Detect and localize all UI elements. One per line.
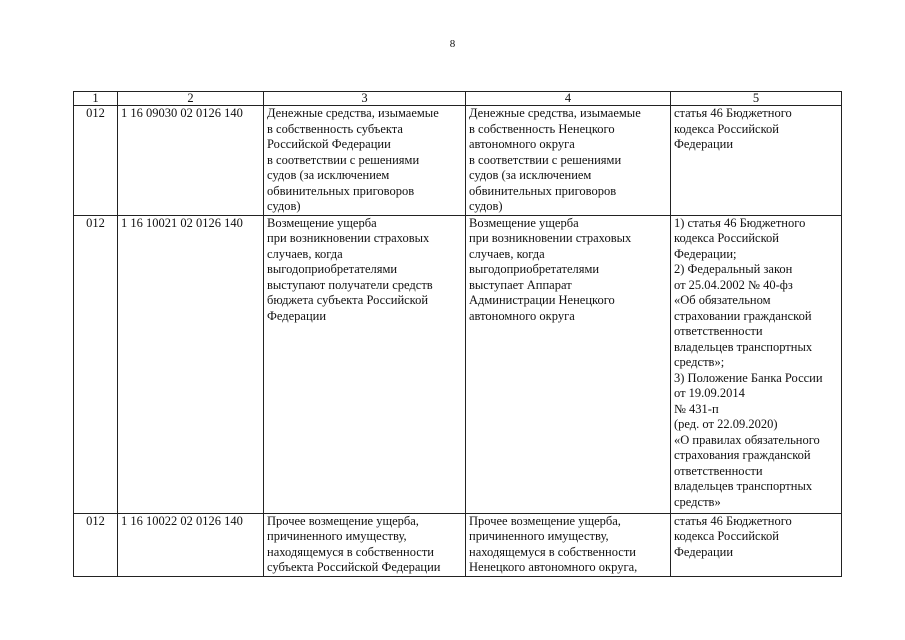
table-row bbox=[74, 215, 842, 513]
budget-revenue-table bbox=[73, 91, 842, 577]
kbk-code-cell: 1 16 10022 02 0126 140 bbox=[118, 513, 264, 576]
page-number: 8 bbox=[449, 38, 456, 50]
admin-code-cell: 012 bbox=[74, 106, 118, 216]
column-header: 3 bbox=[264, 92, 466, 106]
table-header-row bbox=[74, 92, 842, 106]
table-row bbox=[74, 106, 842, 216]
admin-code-cell: 012 bbox=[74, 215, 118, 513]
kbk-code-cell: 1 16 09030 02 0126 140 bbox=[118, 106, 264, 216]
admin-code-cell: 012 bbox=[74, 513, 118, 576]
legal-basis-cell: 1) статья 46 Бюджетного кодекса Российской Федерации; 2) Федеральный закон от 25.04.2002 № 40-фз «Об обязательном страховании гражданской ответственности владельцев транспортных средств»; 3) Положение Банка России от 19.09.2014 № 431-п (ред. от 22.09.2020) «О правилах обязательного страхования гражданской ответственности владельцев транспортных средств» bbox=[671, 215, 842, 513]
legal-basis-cell: статья 46 Бюджетного кодекса Российской Федерации bbox=[671, 106, 842, 216]
column-header: 2 bbox=[118, 92, 264, 106]
okrug-revenue-cell: Денежные средства, изымаемые в собственность Ненецкого автономного округа в соответствии с решениями судов (за исключением обвинительных приговоров судов) bbox=[466, 106, 671, 216]
legal-basis-cell: статья 46 Бюджетного кодекса Российской Федерации bbox=[671, 513, 842, 576]
column-header: 5 bbox=[671, 92, 842, 106]
subject-revenue-cell: Прочее возмещение ущерба, причиненного имуществу, находящемуся в собственности субъекта Российской Федерации bbox=[264, 513, 466, 576]
column-header: 4 bbox=[466, 92, 671, 106]
kbk-code-cell: 1 16 10021 02 0126 140 bbox=[118, 215, 264, 513]
subject-revenue-cell: Денежные средства, изымаемые в собственность субъекта Российской Федерации в соответствии с решениями судов (за исключением обвинительных приговоров судов) bbox=[264, 106, 466, 216]
okrug-revenue-cell: Возмещение ущерба при возникновении страховых случаев, когда выгодоприобретателями выступает Аппарат Администрации Ненецкого автономного округа bbox=[466, 215, 671, 513]
column-header: 1 bbox=[74, 92, 118, 106]
okrug-revenue-cell: Прочее возмещение ущерба, причиненного имуществу, находящемуся в собственности Ненецкого автономного округа, bbox=[466, 513, 671, 576]
table-row bbox=[74, 513, 842, 576]
subject-revenue-cell: Возмещение ущерба при возникновении страховых случаев, когда выгодоприобретателями выступают получатели средств бюджета субъекта Российской Федерации bbox=[264, 215, 466, 513]
